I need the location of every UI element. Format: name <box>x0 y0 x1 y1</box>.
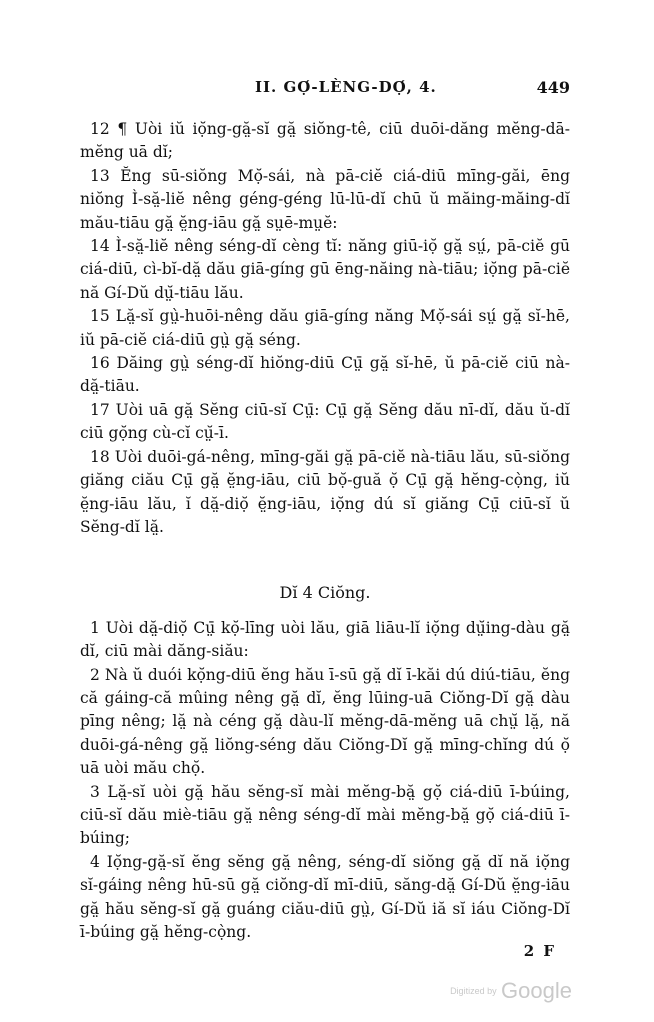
verse: 2 Nà ŭ duói kọ̆ng-diū ĕng hău ī-sū gă̤ dĭ ī-kăi dú diú-tiāu, ĕng că gáing-că mûing nêng gă̤ dĭ, ĕng lūing-uā Ciŏng-Dĭ gă̤ dàu pīng nêng; lă̤ nà céng gă̤ dàu-lĭ mĕng-dā-mĕng uā chṳ̆ lă̤, nă duōi-gá-nêng gă̤ liŏng-séng dău Ciŏng-Dĭ gă̤ mīng-chĭng dú ọ̆ uā uòi mău chọ̆. <box>80 665 570 778</box>
page-number: 449 <box>536 78 570 97</box>
verse: 12 ¶ Uòi iŭ iọ̆ng-gă̤-sĭ gă̤ siŏng-tê, ciū duōi-dăng mĕng-dā-mĕng uā dĭ; <box>80 120 570 162</box>
body-text <box>80 118 570 944</box>
running-title: II. GỌ́-LÈNG-DỌ́, 4. <box>255 78 437 96</box>
verse: 15 Lă̤-sĭ gṳ̀-huōi-nêng dău giā-gíng năng Mọ̆-sái sṳ́ gă̤ sĭ-hē, iŭ pā-ciĕ ciá-diū gṳ̀ gă̤ séng. <box>80 307 570 349</box>
chapter-heading: Dĭ 4 Ciŏng. <box>279 583 371 603</box>
google-logo: Google <box>501 978 572 1003</box>
digitization-watermark <box>450 978 572 1004</box>
verse: 1 Uòi dă̤-diọ̆ Cṳ̄ kọ̆-līng uòi lău, giā liāu-lĭ iọ̆ng dṳ̆ing-dàu gă̤ dĭ, ciū mài dăng-siău: <box>80 618 570 661</box>
verse: 4 Iọ̆ng-gă̤-sĭ ĕng sĕng gă̤ nêng, séng-dĭ siŏng gă̤ dĭ nă iọ̆ng sĭ-gáing nêng hū-sū gă̤ ciŏng-dĭ mī-diū, săng-dă̤ Gí-Dŭ ĕ̤ng-iāu gă̤ hău sĕng-sĭ gă̤ guáng ciău-diū gṳ̀, Gí-Dŭ iă sĭ iáu Ciŏng-Dĭ ī-búing gă̤ hĕng-cọ̀ng. <box>80 852 570 941</box>
verse: 18 Uòi duōi-gá-nêng, mīng-găi gă̤ pā-ciĕ nà-tiāu lău, sū-siŏng giăng ciău Cṳ̄ gă̤ ĕ̤ng-iāu, ciū bọ̆-guă ọ̆ Cṳ̄ gă̤ hĕng-cọ̀ng, iŭ ĕ̤ng-iāu lău, ĭ dă̤-diọ̆ ĕ̤ng-iāu, iọ̆ng dú sĭ giăng Cṳ̄ ciū-sĭ ŭ Sĕng-dĭ lă̤. <box>80 447 570 536</box>
printer-signature-mark: 2 F <box>523 942 556 960</box>
verse: 3 Lă̤-sĭ uòi gă̤ hău sĕng-sĭ mài mĕng-bă̤ gọ̆ ciá-diū ī-búing, ciū-sĭ dău miè-tiāu gă̤ nêng séng-dĭ mài mĕng-bă̤ gọ̆ ciá-diū ī-búing; <box>80 782 570 848</box>
verse: 17 Uòi uā gă̤ Sĕng ciū-sĭ Cṳ̄: Cṳ̄ gă̤ Sĕng dău nī-dĭ, dău ŭ-dĭ ciū gọ̆ng cù-cĭ cṳ̆-ī. <box>80 400 570 443</box>
verse: 13 Ĕng sū-siŏng Mọ̆-sái, nà pā-ciĕ ciá-diū mīng-găi, ēng niŏng Ì-să̤-liĕ nêng géng-géng lū-lū-dĭ chū ŭ măing-măing-dĭ mău-tiāu gă̤ ĕ̤ng-iāu gă̤ sṳē-mṳĕ: <box>80 166 570 232</box>
verse: 16 Dăing gṳ̀ séng-dĭ hiŏng-diū Cṳ̄ gă̤ sĭ-hē, ŭ pā-ciĕ ciū nà-dă̤-tiāu. <box>80 354 570 396</box>
watermark-prefix: Digitized by <box>450 986 497 996</box>
verse: 14 Ì-să̤-liĕ nêng séng-dĭ cèng tĭ: năng giū-iọ̆ gă̤ sṳ́, pā-ciĕ gū ciá-diū, cì-bĭ-dă̤ dău giā-gíng gū ēng-năing nà-tiāu; iọ̆ng pā-ciĕ nă Gí-Dŭ dṳ̆-tiāu lău. <box>80 237 570 302</box>
